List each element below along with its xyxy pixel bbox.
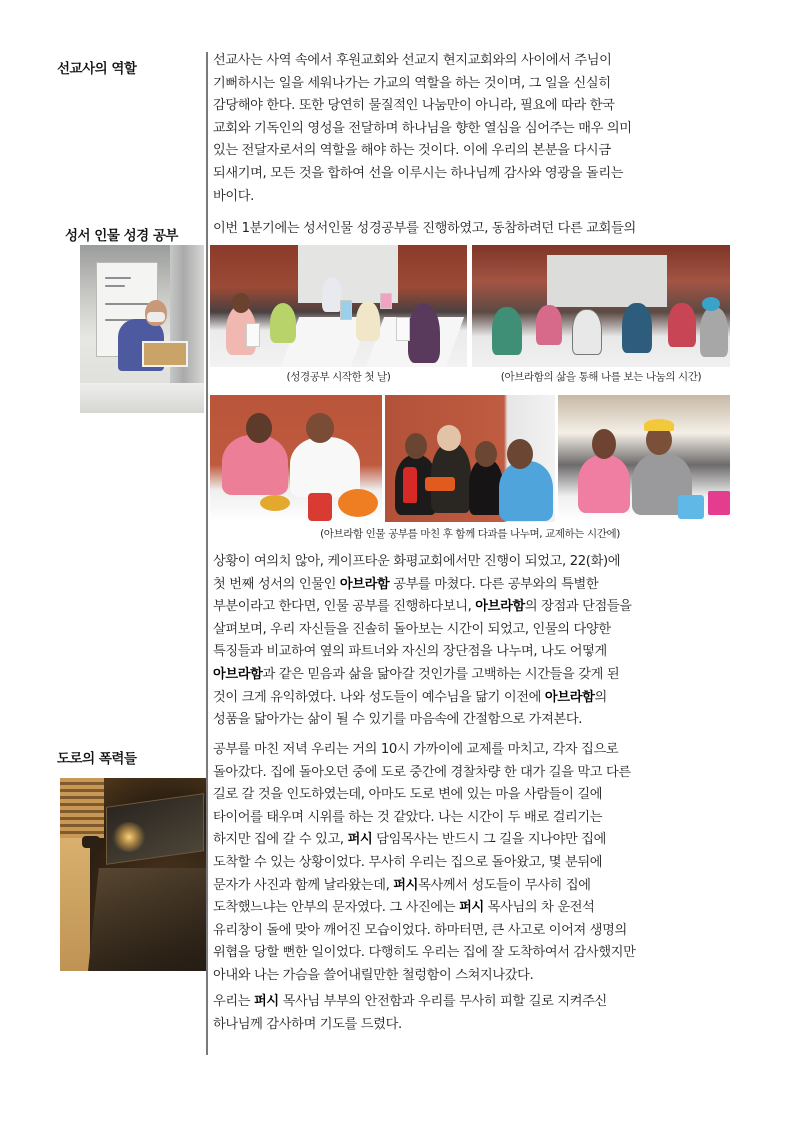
text-line: 하지만 집에 갈 수 있고, 퍼시 담임목사는 반드시 그 길을 지나야만 집에	[213, 832, 607, 848]
road-violence-paragraph	[213, 739, 738, 988]
sharing-time-photo	[472, 245, 730, 367]
text-line: 살펴보며, 우리 자신들을 진솔히 돌아보는 시간이 되었고, 인물의 다양한	[213, 621, 611, 637]
fellowship-photo-1	[210, 395, 382, 522]
emphasized-name: 퍼시	[459, 900, 484, 916]
broken-windshield-photo	[60, 778, 206, 971]
text-line: 부분이라고 한다면, 인물 공부를 진행하다보니, 아브라함의 장점과 단점들을	[213, 599, 632, 615]
text-line: 돌아갔다. 집에 돌아오던 중에 도로 중간에 경찰차량 한 대가 길을 막고 다른	[213, 764, 631, 780]
text-line: 기뻐하시는 일을 세워나가는 가교의 역할을 하는 것이며, 그 일을 신실히	[213, 75, 611, 91]
text-line: 아내와 나는 가슴을 쓸어내릴만한 철렁함이 스쳐지나갔다.	[213, 967, 534, 983]
prayer-paragraph	[213, 991, 738, 1036]
text-line: 유리창이 돌에 맞아 깨어진 모습이었다. 하마터면, 큰 사고로 이어져 생명의	[213, 922, 627, 938]
emphasized-name: 아브라함	[475, 599, 525, 615]
text-line: 도착했느냐는 안부의 문자였다. 그 사진에는 퍼시 목사님의 차 운전석	[213, 900, 595, 916]
first-day-photo	[210, 245, 467, 367]
bible-study-paragraph	[213, 551, 738, 732]
fellowship-photo-2	[385, 395, 555, 522]
emphasized-name: 퍼시	[347, 832, 373, 848]
missionary-role-paragraph	[213, 50, 738, 208]
text-line: 도착할 수 있는 상황이었다. 무사히 우리는 집으로 돌아왔고, 몇 분뒤에	[213, 854, 603, 870]
section-label-bible-character-study: 성서 인물 성경 공부	[65, 228, 178, 244]
fellowship-photo-3	[558, 395, 730, 522]
bible-study-intro	[213, 218, 738, 241]
section-label-road-violence: 도로의 폭력들	[57, 751, 137, 767]
text-line: 이번 1분기에는 성서인물 성경공부를 진행하였고, 동참하려던 다른 교회들의	[213, 221, 636, 236]
text-line: 선교사는 사역 속에서 후원교회와 선교지 현지교회와의 사이에서 주님이	[213, 53, 612, 68]
text-line: 하나님께 감사하며 기도를 드렸다.	[213, 1016, 402, 1032]
emphasized-name: 퍼시	[393, 877, 419, 893]
photo-caption-fellowship: (아브라함 인물 공부를 마친 후 함께 다과를 나누며, 교제하는 시간에)	[320, 528, 620, 540]
text-line: 길로 갈 것을 인도하였는데, 아마도 도로 변에 있는 마을 사람들이 길에	[213, 787, 603, 803]
text-line: 타이어를 태우며 시위를 하는 것 같았다. 나는 시간이 두 배로 걸리기는	[213, 809, 603, 825]
text-line: 특징들과 비교하여 옆의 파트너와 자신의 장단점을 나누며, 나도 어떻게	[213, 644, 607, 660]
text-line: 성품을 닮아가는 삶이 될 수 있기를 마음속에 간절함으로 가져본다.	[213, 712, 583, 728]
text-line: 첫 번째 성서의 인물인 아브라함 공부를 마쳤다. 다른 공부와의 특별한	[213, 576, 599, 592]
text-line: 있는 전달자로서의 역할을 해야 하는 것이다. 이에 우리의 본분을 다시금	[213, 143, 611, 159]
text-line: 바이다.	[213, 188, 255, 204]
lecture-photo	[80, 245, 204, 413]
emphasized-name: 퍼시	[254, 994, 279, 1009]
text-line: 되새기며, 모든 것을 합하여 선을 이루시는 하나님께 감사와 영광을 돌리는	[213, 165, 624, 181]
text-line: 감당해야 한다. 또한 당연히 물질적인 나눔만이 아니라, 필요에 따라 한국	[213, 98, 615, 114]
text-line: 것이 크게 유익하였다. 나와 성도들이 예수님을 닮기 이전에 아브라함의	[213, 689, 607, 705]
text-line: 공부를 마친 저녁 우리는 거의 10시 가까이에 교제를 마치고, 각자 집으로	[213, 742, 619, 757]
column-divider	[206, 52, 208, 1055]
text-line: 문자가 사진과 함께 날라왔는데, 퍼시목사께서 성도들이 무사히 집에	[213, 877, 591, 893]
section-label-missionary-role: 선교사의 역할	[57, 61, 137, 77]
emphasized-name: 아브라함	[213, 666, 263, 682]
text-line: 아브라함과 같은 믿음과 삶을 닮아갈 것인가를 고백하는 시간들을 갖게 된	[213, 666, 620, 682]
photo-caption-sharing-time: (아브라함의 삶을 통해 나를 보는 나눔의 시간)	[500, 371, 702, 383]
text-line: 교회와 기독인의 영성을 전달하며 하나님을 향한 열심을 심어주는 매우 의미	[213, 120, 632, 136]
text-line: 우리는 퍼시 목사님 부부의 안전함과 우리를 무사히 피할 길로 지켜주신	[213, 994, 607, 1009]
photo-caption-first-day: (성경공부 시작한 첫 날)	[286, 371, 391, 383]
text-line: 위협을 당할 뻔한 일이었다. 다행히도 우리는 집에 잘 도착하여서 감사했지만	[213, 945, 636, 961]
text-line: 상황이 여의치 않아, 케이프타운 화평교회에서만 진행이 되었고, 22(화)에	[213, 554, 621, 569]
emphasized-name: 아브라함	[339, 576, 390, 592]
emphasized-name: 아브라함	[544, 689, 595, 705]
